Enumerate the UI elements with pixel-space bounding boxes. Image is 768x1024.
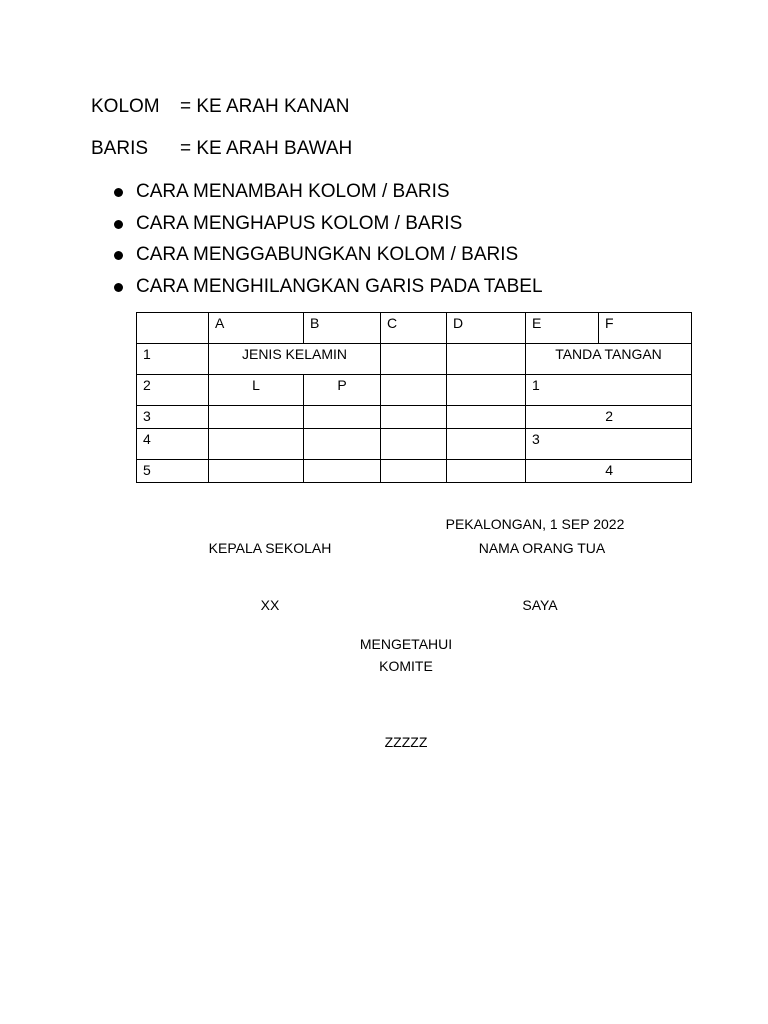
gender-l-cell: L (209, 375, 304, 406)
header-cell-e: E (526, 313, 599, 344)
data-table (136, 312, 692, 483)
table-cell (447, 406, 526, 429)
kepala-sekolah-name: XX (260, 597, 280, 613)
table-cell (304, 429, 381, 460)
table-cell (304, 406, 381, 429)
signature-number-cell: 2 (526, 406, 692, 429)
definition-term-baris: BARIS (91, 138, 149, 159)
table-cell (209, 406, 304, 429)
list-item (112, 211, 543, 243)
definition-meaning-baris: = KE ARAH BAWAH (180, 138, 353, 159)
komite-name: ZZZZZ (384, 734, 428, 750)
table-row (137, 344, 692, 375)
bullet-icon (114, 251, 123, 260)
bullet-list (112, 179, 543, 305)
table-cell (381, 429, 447, 460)
row-number: 2 (137, 375, 209, 406)
row-number: 4 (137, 429, 209, 460)
bullet-icon (114, 188, 123, 197)
table-cell (381, 344, 447, 375)
table-cell (381, 460, 447, 483)
row-number: 5 (137, 460, 209, 483)
table-row (137, 429, 692, 460)
definition-meaning-kolom: = KE ARAH KANAN (180, 96, 350, 117)
row-number: 3 (137, 406, 209, 429)
table-row (137, 406, 692, 429)
list-item-text: CARA MENGHILANGKAN GARIS PADA TABEL (136, 275, 543, 297)
bullet-icon (114, 283, 123, 292)
orang-tua-name: SAYA (522, 597, 558, 613)
komite-title: KOMITE (379, 658, 433, 674)
header-cell-c: C (381, 313, 447, 344)
header-cell-a: A (209, 313, 304, 344)
table-cell (447, 344, 526, 375)
signature-number-cell: 3 (526, 429, 692, 460)
list-item-text: CARA MENGHAPUS KOLOM / BARIS (136, 212, 463, 234)
mengetahui-label: MENGETAHUI (359, 636, 453, 652)
table-cell (304, 460, 381, 483)
list-item (112, 242, 543, 274)
list-item-text: CARA MENAMBAH KOLOM / BARIS (136, 181, 450, 202)
table-cell (381, 375, 447, 406)
table-cell (447, 460, 526, 483)
jenis-kelamin-cell: JENIS KELAMIN (209, 344, 381, 375)
gender-p-cell: P (304, 375, 381, 406)
table-row (137, 460, 692, 483)
definition-term-kolom: KOLOM (91, 96, 160, 117)
header-cell-b: B (304, 313, 381, 344)
table-header-row (137, 313, 692, 344)
header-cell-d: D (447, 313, 526, 344)
table-cell (209, 460, 304, 483)
tanda-tangan-cell: TANDA TANGAN (526, 344, 692, 375)
kepala-sekolah-title: KEPALA SEKOLAH (208, 540, 332, 556)
bullet-icon (114, 220, 123, 229)
table-row (137, 375, 692, 406)
signature-number-cell: 4 (526, 460, 692, 483)
nama-orang-tua-title: NAMA ORANG TUA (478, 540, 606, 556)
list-item (112, 179, 543, 211)
list-item (112, 274, 543, 306)
table-cell (447, 429, 526, 460)
header-cell-f: F (599, 313, 692, 344)
list-item-text: CARA MENGGABUNGKAN KOLOM / BARIS (136, 244, 519, 265)
table-cell (209, 429, 304, 460)
table-cell (381, 406, 447, 429)
place-date: PEKALONGAN, 1 SEP 2022 (445, 516, 625, 532)
header-cell-empty (137, 313, 209, 344)
row-number: 1 (137, 344, 209, 375)
table-cell (447, 375, 526, 406)
signature-number-cell: 1 (526, 375, 692, 406)
